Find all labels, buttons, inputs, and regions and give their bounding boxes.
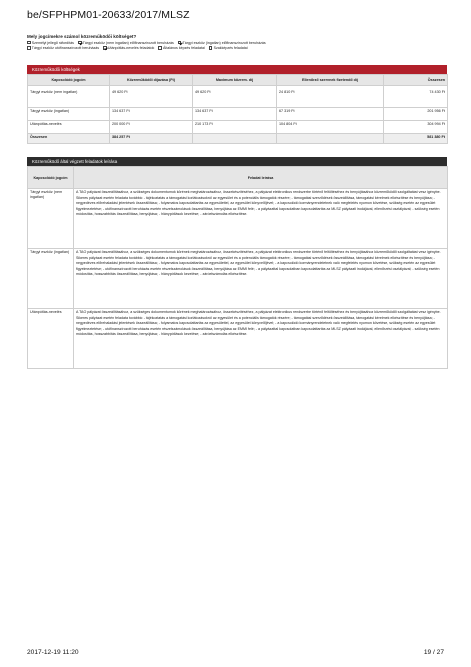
cell-jogcim: Tárgyi eszköz (ingatlan) — [28, 108, 110, 121]
checkbox-box[interactable] — [27, 41, 31, 45]
footer-timestamp: 2017-12-19 11:20 — [27, 649, 79, 656]
cell-jogcim: Tárgyi eszköz (nem ingatlan) — [28, 86, 110, 108]
cell-osszesen: 74 430 Ft — [384, 86, 448, 108]
column-header: Kapcsolódó jogcím — [28, 167, 74, 189]
checkbox-szakkepzes[interactable]: Szakképzés feladatai — [209, 46, 248, 52]
cell-dijazas: 134 637 Ft — [110, 108, 193, 121]
table-row — [28, 121, 448, 134]
checkbox-box[interactable] — [27, 46, 31, 50]
cell-leiras: A TAO pályázat összeállításához, a szükséges dokumentumok körének meghatározásához, összekészítéséhez, a pályázat elektronikus rendszerbe történő feltöltéséhez és benyújtásához közreműködői szolgáltatást vesz igénybe. Sikeres pályázat esetén feladata továbbá: - tájékoztatás a támogatási korlátozásokról az egyesület és a potenciális támogatók részére; - támogatási szerződések összeállítása, támogatási kérelmek elkészítése és benyújtása; - negyedéves előrehaladási jelentések összeállítása; - folyamatos kapcsolattartás az egyesülettel, az egyesület könyvelőjével; - a kapcsolódó kormányrendeletnek való megfelelés nyomon követése, szükség esetén az egyesület figyelmeztetése; - utófinanszírozott beruházás esetén részelszámolások összeállítása, benyújtása az EMMI felé; - a pályázattal kapcsolatban kapcsolattartás az MLSZ pályázati irodájával, ellenőrzési osztályával; - szükség esetén módosítás, hosszabbítás összeállítása, benyújtása; - hiánypótlások kezelése; - záróelszámolás elkészítése. — [74, 249, 448, 309]
cell-jogcim: Tárgyi eszköz (ingatlan) — [28, 249, 74, 309]
table-row — [28, 249, 448, 309]
checkbox-altalanos-kepzes[interactable]: Általános képzés feladatai — [158, 46, 205, 52]
footer-page-number: 19 / 27 — [423, 649, 444, 656]
checkbox-box-checked[interactable] — [103, 46, 107, 50]
column-header: Ellenőrző szervnek fizetendő díj — [277, 75, 384, 86]
cell-max-dij: 134 637 Ft — [193, 108, 277, 121]
tasks-section — [27, 157, 447, 369]
checkbox-box[interactable] — [158, 46, 162, 50]
checkbox-szemelyi[interactable]: Személyi jellegű ráfordítás — [27, 41, 74, 47]
cell-osszesen: 304 994 Ft — [384, 121, 448, 134]
document-id: be/SFPHPM01-20633/2017/MLSZ — [27, 9, 190, 21]
cell-max-dij: 49 620 Ft — [193, 86, 277, 108]
cell-dijazas: 49 620 Ft — [110, 86, 193, 108]
total-dijazas: 384 257 Ft — [110, 134, 193, 144]
cell-ellenorzo-dij: 24 810 Ft — [277, 86, 384, 108]
tasks-header-row — [28, 167, 448, 189]
costs-header-row — [28, 75, 448, 86]
tasks-table — [27, 166, 448, 369]
column-header: Kapcsolódó jogcím — [28, 75, 110, 86]
checkbox-box[interactable] — [209, 46, 213, 50]
checkbox-box-checked[interactable] — [78, 41, 82, 45]
checkbox-utofinanszirozott[interactable]: Tárgyi eszköz utófinanszírozott beruházás — [27, 46, 99, 52]
cell-dijazas: 200 000 Ft — [110, 121, 193, 134]
cell-jogcim: Utánpótlás-nevelés — [28, 309, 74, 369]
jogcim-checkbox-group — [27, 41, 447, 52]
cell-jogcim: Tárgyi eszköz (nem ingatlan) — [28, 189, 74, 249]
cell-leiras: A TAO pályázat összeállításához, a szükséges dokumentumok körének meghatározásához, összekészítéséhez, a pályázat elektronikus rendszerbe történő feltöltéséhez és benyújtásához közreműködői szolgáltatást vesz igénybe. Sikeres pályázat esetén feladata továbbá: - tájékoztatás a támogatási korlátozásokról az egyesület és a potenciális támogatók részére; - támogatási szerződések összeállítása, támogatási kérelmek elkészítése és benyújtása; - negyedéves előrehaladási jelentések összeállítása; - folyamatos kapcsolattartás az egyesülettel, az egyesület könyvelőjével; - a kapcsolódó kormányrendeletnek való megfelelés nyomon követése, szükség esetén az egyesület figyelmeztetése; - utófinanszírozott beruházás esetén részelszámolások összeállítása, benyújtása az EMMI felé; - a pályázattal kapcsolatban kapcsolattartás az MLSZ pályázati irodájával, ellenőrzési osztályával; - szükség esetén módosítás, hosszabbítás összeállítása, benyújtása; - hiánypótlások kezelése; - záróelszámolás elkészítése. — [74, 189, 448, 249]
tasks-section-header: Közreműködő által végzett feladatok leírása — [27, 157, 447, 166]
table-row — [28, 309, 448, 369]
column-header: Közreműködői díjazása (Ft) — [110, 75, 193, 86]
table-row — [28, 86, 448, 108]
table-row — [28, 189, 448, 249]
cell-jogcim: Utánpótlás-nevelés — [28, 121, 110, 134]
column-header: Összesen — [384, 75, 448, 86]
cell-ellenorzo-dij: 67 319 Ft — [277, 108, 384, 121]
column-header: Maximum közrem. díj — [193, 75, 277, 86]
checkbox-targyi-nem-ingatlan[interactable]: Tárgyi eszköz (nem ingatlan) előfinanszírozott beruházás — [78, 41, 174, 47]
costs-table — [27, 74, 448, 144]
total-row — [28, 134, 448, 144]
cell-osszesen: 201 956 Ft — [384, 108, 448, 121]
costs-section-header: Közreműködői költségek — [27, 65, 447, 74]
question-title: Mely jogcímekre számol közreműködői költséget? — [27, 34, 137, 39]
total-label: Összesen — [28, 134, 110, 144]
costs-section — [27, 65, 447, 144]
table-row — [28, 108, 448, 121]
total-osszesen: 581 380 Ft — [384, 134, 448, 144]
column-header: Feladat leírása — [74, 167, 448, 189]
cell-max-dij: 210 173 Ft — [193, 121, 277, 134]
cell-ellenorzo-dij: 104 804 Ft — [277, 121, 384, 134]
checkbox-targyi-ingatlan[interactable]: Tárgyi eszköz (ingatlan) előfinanszírozott beruházás — [178, 41, 266, 47]
cell-leiras: A TAO pályázat összeállításához, a szükséges dokumentumok körének meghatározásához, összekészítéséhez, a pályázat elektronikus rendszerbe történő feltöltéséhez és benyújtásához közreműködői szolgáltatást vesz igénybe. Sikeres pályázat esetén feladata továbbá: - tájékoztatás a támogatási korlátozásokról az egyesület és a potenciális támogatók részére; - támogatási szerződések összeállítása, támogatási kérelmek elkészítése és benyújtása; - negyedéves előrehaladási jelentések összeállítása; - folyamatos kapcsolattartás az egyesülettel, az egyesület könyvelőjével; - a kapcsolódó kormányrendeletnek való megfelelés nyomon követése, szükség esetén az egyesület figyelmeztetése; - utófinanszírozott beruházás esetén részelszámolások összeállítása, benyújtása az EMMI felé; - a pályázattal kapcsolatban kapcsolattartás az MLSZ pályázati irodájával, ellenőrzési osztályával; - szükség esetén módosítás, hosszabbítás összeállítása, benyújtása; - hiánypótlások kezelése; - záróelszámolás elkészítése. — [74, 309, 448, 369]
checkbox-box-checked[interactable] — [178, 41, 182, 45]
checkbox-utanpotlas[interactable]: Utánpótlás-nevelés feladatok — [103, 46, 154, 52]
